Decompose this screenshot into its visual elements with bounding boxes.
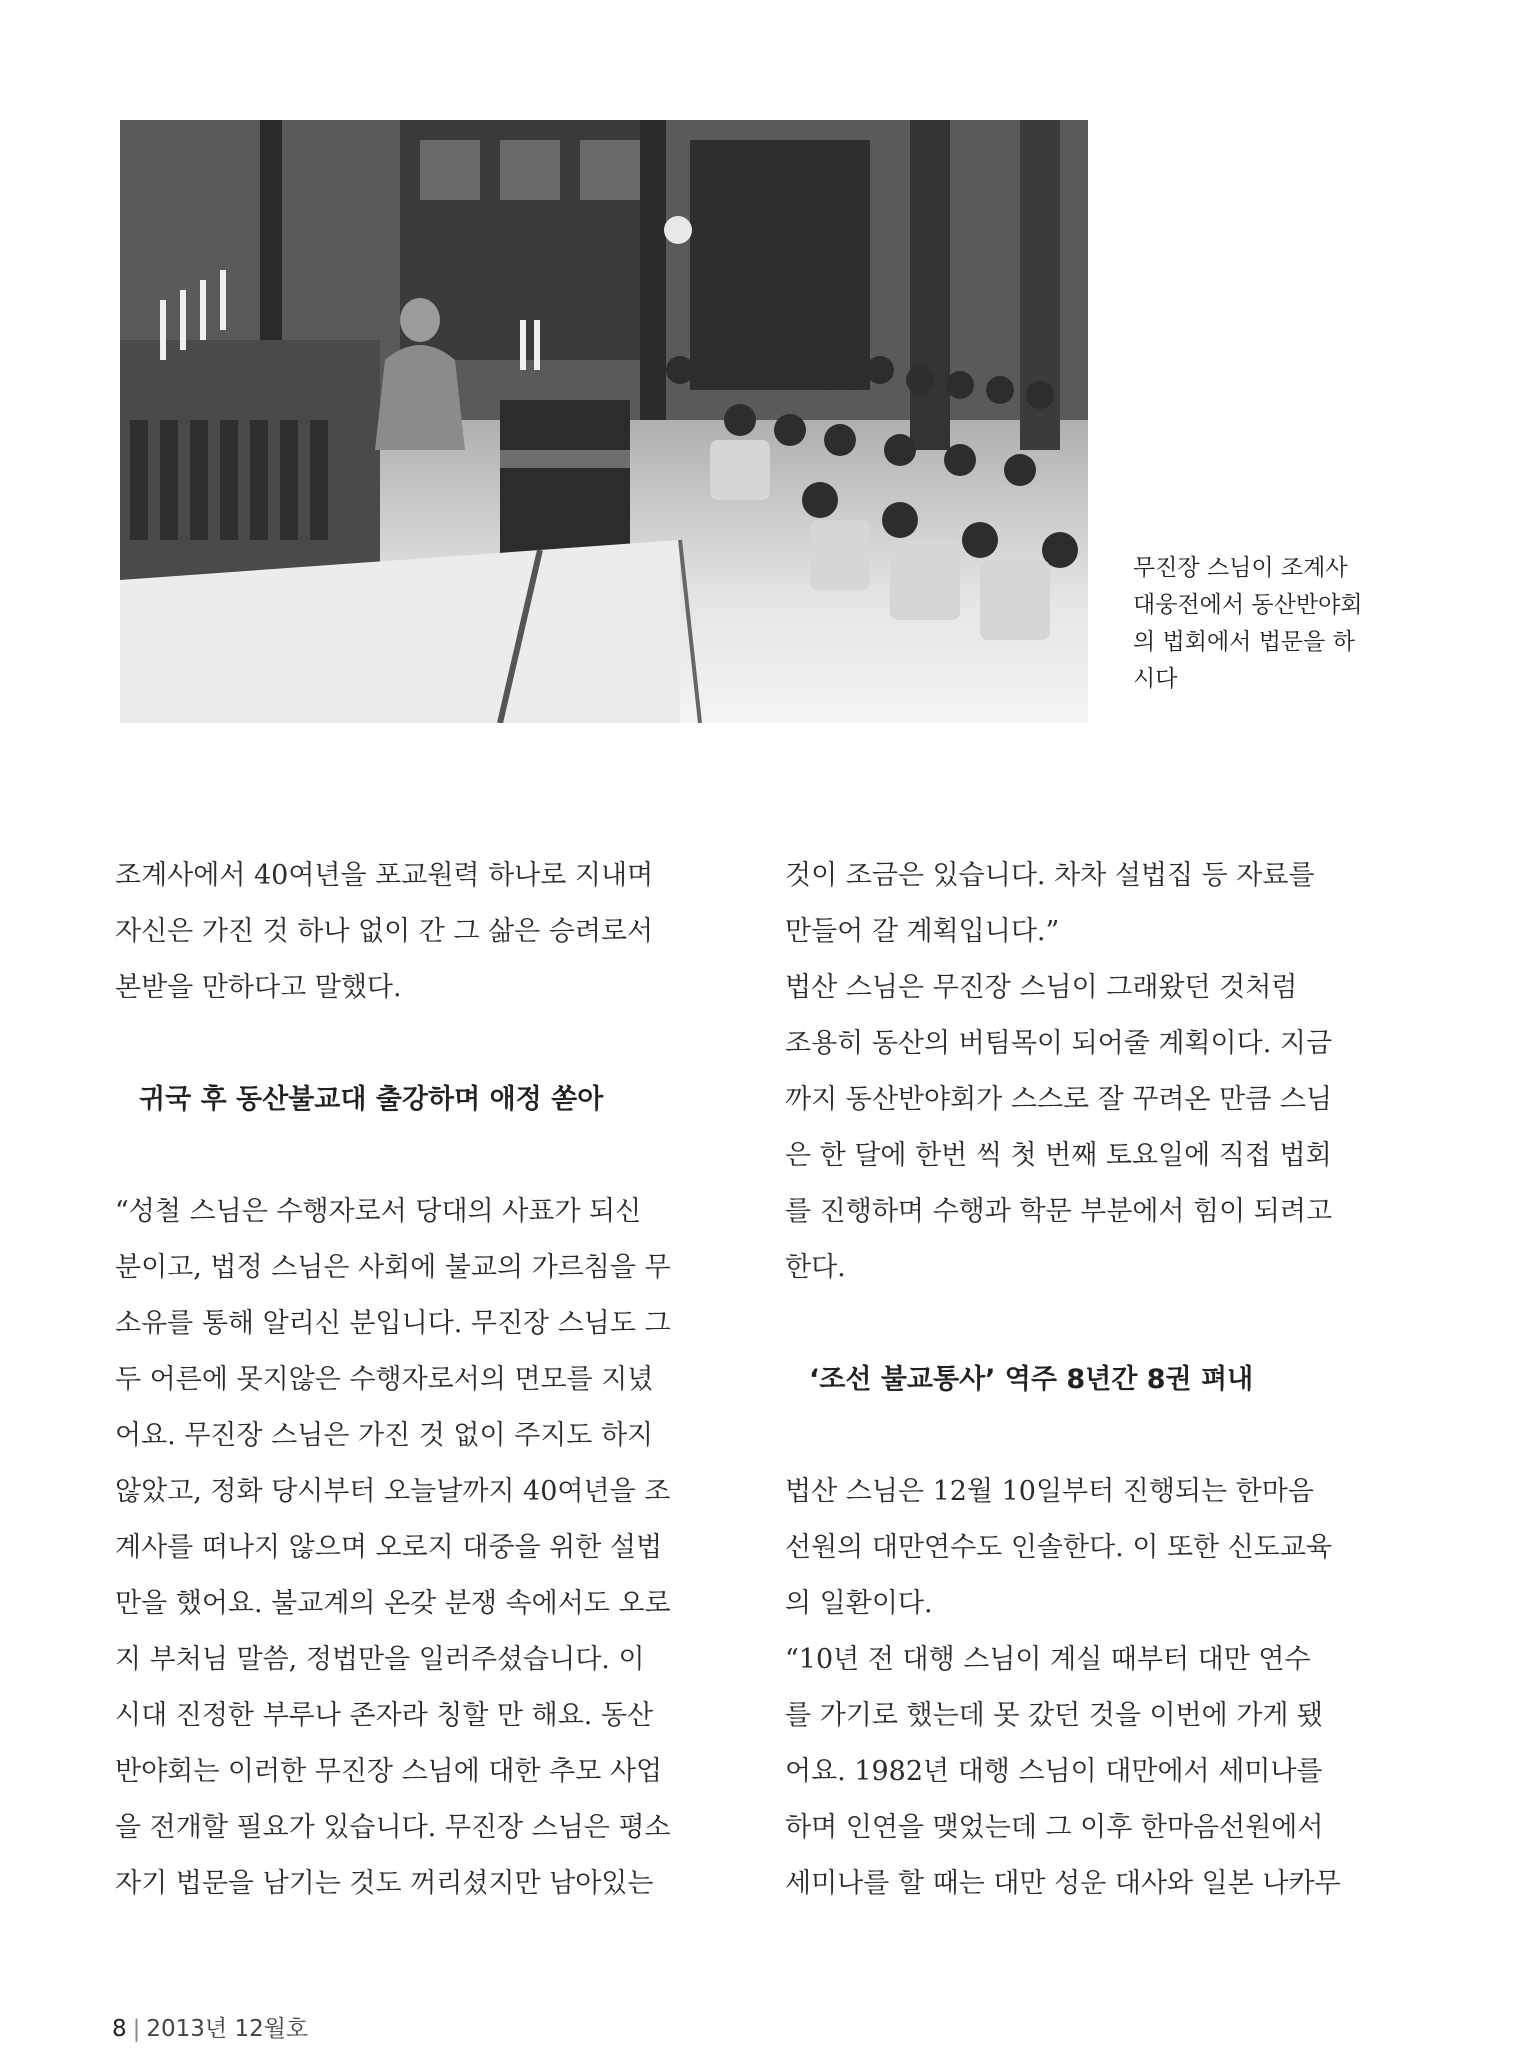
text-line: 의 일환이다. [785, 1588, 933, 1619]
text-line: 만을 했어요. 불교계의 온갖 분쟁 속에서도 오로 [115, 1588, 671, 1619]
text-line: 조용히 동산의 버팀목이 되어줄 계획이다. 지금 [785, 1028, 1333, 1059]
text-line: 어요. 무진장 스님은 가진 것 없이 주지도 하지 [115, 1420, 654, 1451]
text-line: 을 전개할 필요가 있습니다. 무진장 스님은 평소 [115, 1812, 671, 1843]
text-line: 분이고, 법정 스님은 사회에 불교의 가르침을 무 [115, 1252, 671, 1283]
text-line: 시대 진정한 부루나 존자라 칭할 만 해요. 동산 [115, 1700, 654, 1731]
footer-separator: | [132, 2016, 141, 2042]
text-line: 자기 법문을 남기는 것도 꺼리셨지만 남아있는 [115, 1868, 654, 1899]
text-line: 법산 스님은 무진장 스님이 그래왔던 것처럼 [785, 972, 1298, 1003]
text-line: 자신은 가진 것 하나 없이 간 그 삶은 승려로서 [115, 916, 654, 947]
text-line: 세미나를 할 때는 대만 성운 대사와 일본 나카무 [785, 1868, 1341, 1899]
page-footer [112, 2010, 308, 2043]
page-number: 8 [112, 2016, 127, 2042]
section-heading: ‘조선 불교통사’ 역주 8년간 8권 펴내 [809, 1364, 1254, 1395]
caption-line: 시다 [1133, 666, 1178, 692]
text-line: “10년 전 대행 스님이 계실 때부터 대만 연수 [785, 1644, 1311, 1675]
text-line: 것이 조금은 있습니다. 차차 설법집 등 자료를 [785, 860, 1315, 891]
text-line: 소유를 통해 알리신 분입니다. 무진장 스님도 그 [115, 1308, 671, 1339]
text-line: 하며 인연을 맺었는데 그 이후 한마음선원에서 [785, 1812, 1324, 1843]
section-heading: 귀국 후 동산불교대 출강하며 애정 쏟아 [139, 1084, 604, 1115]
dharma-talk-photo [120, 120, 1088, 723]
text-line: 본받을 만하다고 말했다. [115, 972, 402, 1003]
text-line: 선원의 대만연수도 인솔한다. 이 또한 신도교육 [785, 1532, 1333, 1563]
text-line: 않았고, 정화 당시부터 오늘날까지 40여년을 조 [115, 1476, 671, 1507]
text-line: 반야회는 이러한 무진장 스님에 대한 추모 사업 [115, 1756, 663, 1787]
text-line: 두 어른에 못지않은 수행자로서의 면모를 지녔 [115, 1364, 654, 1395]
text-line: 를 진행하며 수행과 학문 부분에서 힘이 되려고 [785, 1196, 1333, 1227]
text-line: 까지 동산반야회가 스스로 잘 꾸려온 만큼 스님 [785, 1084, 1333, 1115]
text-line: 를 가기로 했는데 못 갔던 것을 이번에 가게 됐 [785, 1700, 1324, 1731]
text-line: 조계사에서 40여년을 포교원력 하나로 지내며 [115, 860, 654, 891]
text-line: 계사를 떠나지 않으며 오로지 대중을 위한 설법 [115, 1532, 663, 1563]
text-line: 법산 스님은 12월 10일부터 진행되는 한마음 [785, 1476, 1314, 1507]
caption-line: 의 법회에서 법문을 하 [1133, 629, 1355, 655]
text-line: 어요. 1982년 대행 스님이 대만에서 세미나를 [785, 1756, 1323, 1787]
text-line: “성철 스님은 수행자로서 당대의 사표가 되신 [115, 1196, 642, 1227]
text-line: 만들어 갈 계획입니다.” [785, 916, 1060, 947]
issue-label: 2013년 12월호 [146, 2016, 309, 2042]
text-line: 은 한 달에 한번 씩 첫 번째 토요일에 직접 법회 [785, 1140, 1332, 1171]
text-line: 지 부처님 말씀, 정법만을 일러주셨습니다. 이 [115, 1644, 645, 1675]
caption-line: 무진장 스님이 조계사 [1133, 555, 1348, 581]
photo-illustration [120, 120, 1088, 723]
caption-line: 대웅전에서 동산반야회 [1133, 592, 1363, 618]
right-text-column [785, 848, 1405, 1912]
photo-caption [1133, 550, 1403, 698]
text-line: 한다. [785, 1252, 846, 1283]
left-text-column [115, 848, 735, 1912]
